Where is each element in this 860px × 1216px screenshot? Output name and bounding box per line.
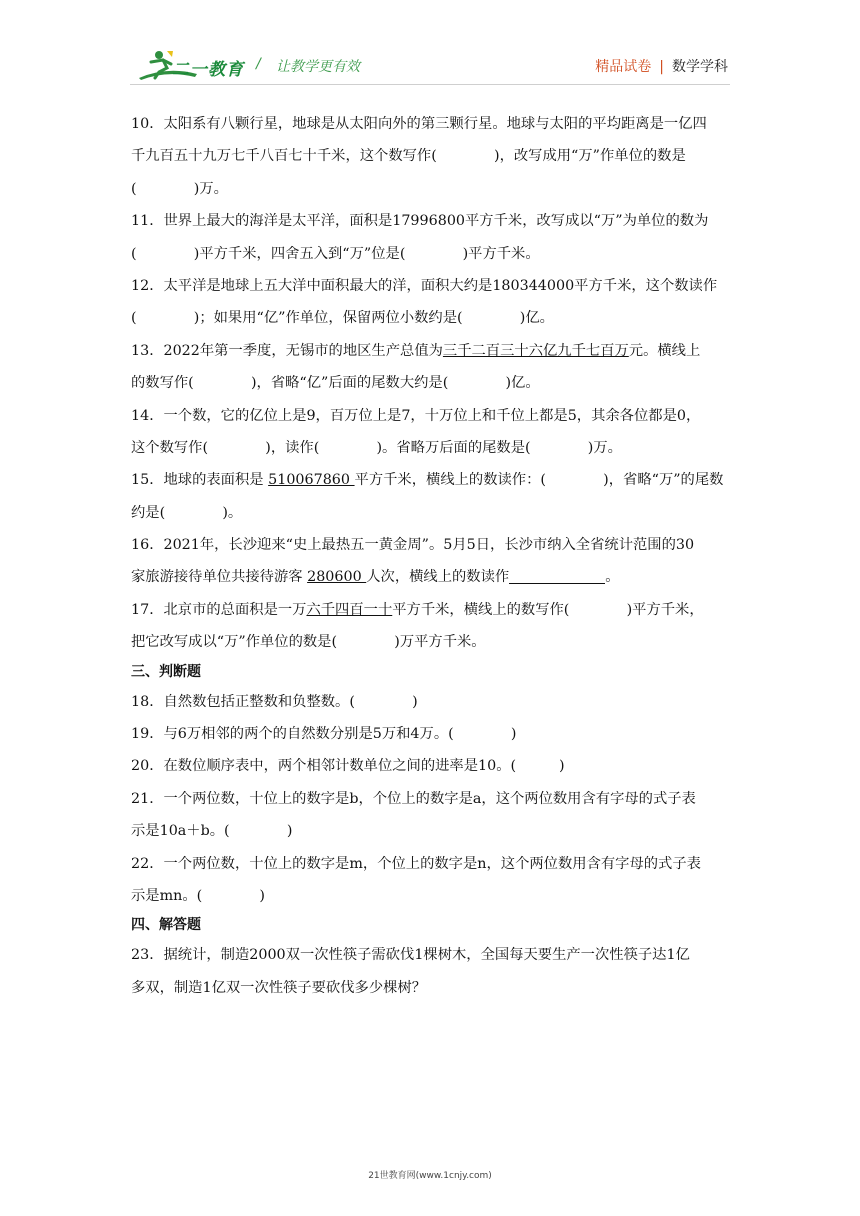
question-14-line-2: 这个数写作( )，读作( )。省略万后面的尾数是( )万。 bbox=[131, 439, 622, 456]
header-divider bbox=[130, 84, 730, 85]
question-16-line-2 bbox=[131, 561, 731, 593]
q17-text-a: 17．北京市的总面积是一万 bbox=[131, 601, 307, 618]
question-12-line-1: 12．太平洋是地球上五大洋中面积最大的洋，面积大约是180344000平方千米，这个数读作 bbox=[131, 277, 718, 294]
question-11-line-1: 11．世界上最大的海洋是太平洋，面积是17996800平方千米，改写成以“万”为单位的数为 bbox=[131, 213, 709, 230]
question-17-line-1 bbox=[131, 594, 731, 626]
question-14-line-1: 14．一个数，它的亿位上是9，百万位上是7，十万位上和千位上都是5，其余各位都是0， bbox=[131, 407, 701, 424]
q16-underlined-number: 280600 bbox=[307, 569, 367, 586]
q17-text-b: 平方千米，横线上的数写作( )平方千米， bbox=[392, 601, 704, 618]
logo-text: 二一教育 bbox=[172, 60, 244, 80]
question-11-line-2: ( )平方千米，四舍五入到“万”位是( )平方千米。 bbox=[131, 245, 540, 262]
section-heading-answer: 四、解答题 bbox=[131, 917, 201, 934]
question-22-line-1: 22．一个两位数，十位上的数字是m，个位上的数字是n，这个两位数用含有字母的式子表 bbox=[131, 855, 701, 872]
question-23-line-1: 23．据统计，制造2000双一次性筷子需砍伐1棵树木，全国每天要生产一次性筷子达1亿 bbox=[131, 947, 690, 964]
question-19: 19．与6万相邻的两个的自然数分别是5万和4万。( ) bbox=[131, 726, 517, 743]
q13-underlined-number: 三千二百三十六亿九千七百万 bbox=[442, 342, 629, 359]
question-21-line-1: 21．一个两位数，十位上的数字是b，个位上的数字是a，这个两位数用含有字母的式子表 bbox=[131, 790, 696, 807]
q15-underlined-number: 510067860 bbox=[268, 472, 355, 489]
question-20: 20．在数位顺序表中，两个相邻计数单位之间的进率是10。( ) bbox=[131, 758, 565, 775]
question-13-line-2: 的数写作( )，省略“亿”后面的尾数大约是( )亿。 bbox=[131, 375, 540, 392]
q13-text-b: 元。横线上 bbox=[628, 342, 701, 359]
header-separator: | bbox=[659, 59, 664, 75]
q16-text-c: 。 bbox=[605, 569, 620, 586]
question-13-line-1 bbox=[131, 335, 731, 367]
question-content bbox=[131, 108, 731, 1004]
question-12-line-2: ( )；如果用“亿”作单位，保留两位小数约是( )亿。 bbox=[131, 310, 554, 327]
header-right bbox=[595, 56, 728, 76]
q15-text-b: 平方千米，横线上的数读作：( )，省略“万”的尾数 bbox=[354, 472, 724, 489]
question-18: 18．自然数包括正整数和负整数。( ) bbox=[131, 693, 418, 710]
question-22-line-2: 示是mn。( ) bbox=[131, 887, 265, 904]
question-23-line-2: 多双，制造1亿双一次性筷子要砍伐多少棵树？ bbox=[131, 979, 427, 996]
question-10-line-3: ( )万。 bbox=[131, 180, 228, 197]
section-heading-judgment: 三、判断题 bbox=[131, 663, 201, 680]
question-15-line-2: 约是( )。 bbox=[131, 504, 243, 521]
page-footer: 21世教育网(www.1cnjy.com) bbox=[368, 1171, 492, 1181]
q17-underlined-number: 六千四百一十 bbox=[306, 601, 393, 618]
q16-text-a: 家旅游接待单位共接待游客 bbox=[131, 569, 308, 586]
question-21-line-2: 示是10a＋b。( ) bbox=[131, 823, 293, 840]
question-10-line-1: 10．太阳系有八颗行星，地球是从太阳向外的第三颗行星。地球与太阳的平均距离是一亿四 bbox=[131, 116, 707, 132]
header-label-subject: 数学学科 bbox=[672, 59, 728, 75]
page-header bbox=[0, 0, 860, 90]
slogan: 让教学更有效 bbox=[276, 59, 360, 75]
question-16-line-1: 16．2021年，长沙迎来“史上最热五一黄金周”。5月5日，长沙市纳入全省统计范围的30 bbox=[131, 537, 695, 554]
answer-blank-line bbox=[509, 567, 605, 584]
q16-text-b: 人次，横线上的数读作 bbox=[366, 569, 510, 586]
question-17-line-2: 把它改写成以“万”作单位的数是( )万平方千米。 bbox=[131, 634, 486, 651]
header-label-quality: 精品试卷 bbox=[595, 59, 652, 75]
question-15-line-1 bbox=[131, 464, 731, 496]
q13-text-a: 13．2022年第一季度，无锡市的地区生产总值为 bbox=[131, 342, 443, 359]
q15-text-a: 15．地球的表面积是 bbox=[131, 472, 269, 489]
question-10-line-2: 千九百五十九万七千八百七十千米，这个数写作( )，改写成用“万”作单位的数是 bbox=[131, 148, 686, 165]
slogan-separator: / bbox=[256, 56, 261, 72]
